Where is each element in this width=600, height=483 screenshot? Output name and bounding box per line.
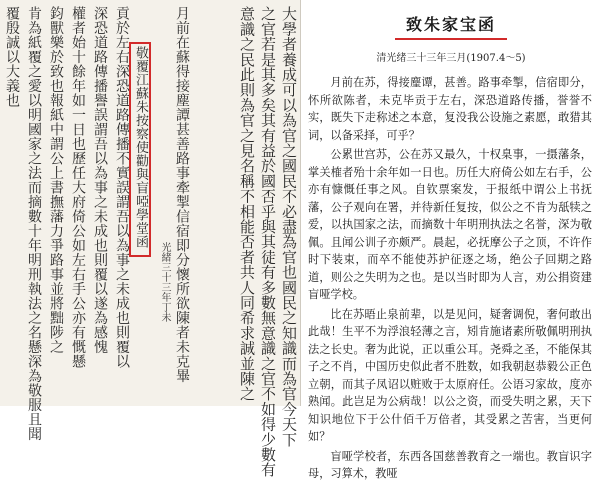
scan-column-2: 之官若是其多矣其有益於國否乎與其徒有多數無意識之官不如得少數有 [259, 6, 277, 478]
letter-title: 致朱家宝函 [405, 15, 496, 34]
scan-column-1: 大學者養成可以為官之國民不必盡為官也國民之知識而為官今天下 [280, 6, 298, 447]
scan-column-7: 深恐道路傳播譽誤謂吾以為事之未成也則覆以遂為感愧 [92, 6, 108, 354]
title-underline [395, 38, 507, 40]
scan-column-10: 肯為紙覆之愛以明國家之法而摘數十年明刑執法之名懸深為敬服且聞 [26, 6, 42, 441]
scanned-manuscript [0, 0, 301, 478]
paragraph-1: 月前在苏，得接麈谭，甚善。路事牵掣，信宿即分，怀所欲陈者，未克毕贡于左右，深恐道路传播，誉誉不实，既失下走称述之本意，复没我公设施之素愿，敢猎其词，以备采择，可乎？ [308, 76, 592, 142]
red-highlight-box [129, 42, 151, 257]
letter-date: 清光绪三十三年三月(1907.4～5) [376, 53, 526, 64]
paragraph-4: 盲哑学校者，东西各国慈善教育之一端也。教盲识字母，习算术，教哑 [308, 449, 592, 480]
scan-column-11: 覆殷誠以大義也 [4, 6, 20, 108]
scan-column-5: 月前在蘇得接塵譚甚善路事牽掣信宿即分懷所欲陳者未克畢 [174, 6, 190, 383]
scan-column-8: 權者始十餘年如一日也歷任大府倚公如左右手公亦有慨懸 [70, 6, 86, 369]
scan-column-6: 貢於左右深恐道路傳播不實誤謂吾以為事之未成也則覆以 [114, 6, 130, 369]
paragraph-2: 公累世宫苏，公在苏又最久，十权臬事，一摄藩条，掌关榷者殆十余年如一日也。历任大府倚公如左右手，公亦有慷慨任事之风。自钦票案发，于报纸中谓公上书抚藩，公子观向在署，并待新任复按，似公之不肯为舐犊之爱，以执国家之法，而摘数十年明刑执法之名誉，深为敬佩。且闻公训子亦颇严。晨起，必抚摩公子之顶，不许作时下装束，而卒不能使苏护征逐之场，绝公子回期之路道，则公之失明为之也。是以当时即为人言，劝公捐资建盲哑学校。 [308, 148, 592, 301]
typeset-text [302, 0, 600, 480]
scan-highlighted-title: 敬覆江蘇朱按察使勸與盲啞學堂函 [133, 46, 148, 249]
scan-date-note: 光緒三十三年丁未 [159, 242, 170, 322]
paragraph-3: 比在苏晤止泉前辈，以是见问，疑奢调倪，奢何敢出此哉！生平不为浮浪轻薄之言，矧肯施诸素所敬佩明刑执法之长史。奢为此说，正以重公耳。尧舜之圣，不能保其子之不肖，中国历史似此者不胜数，如我朝赵恭毅公正色立朝，而其子凤诏以赃败于太原府任。公语习家故，度亦熟闻。此岂足为公病哉！以公之资，而受失明之累，天下知识地位下于公什佰千万倍者，其受累之苦害，当更何如？ [308, 307, 592, 443]
scan-column-3: 意識之民此則為官之見名稱不相能否者共人同希求誠並陳之 [238, 6, 256, 402]
scan-column-9: 鈞獸樂於致也報紙中謂公上書撫藩力爭路事並將黜陟之 [48, 6, 64, 354]
